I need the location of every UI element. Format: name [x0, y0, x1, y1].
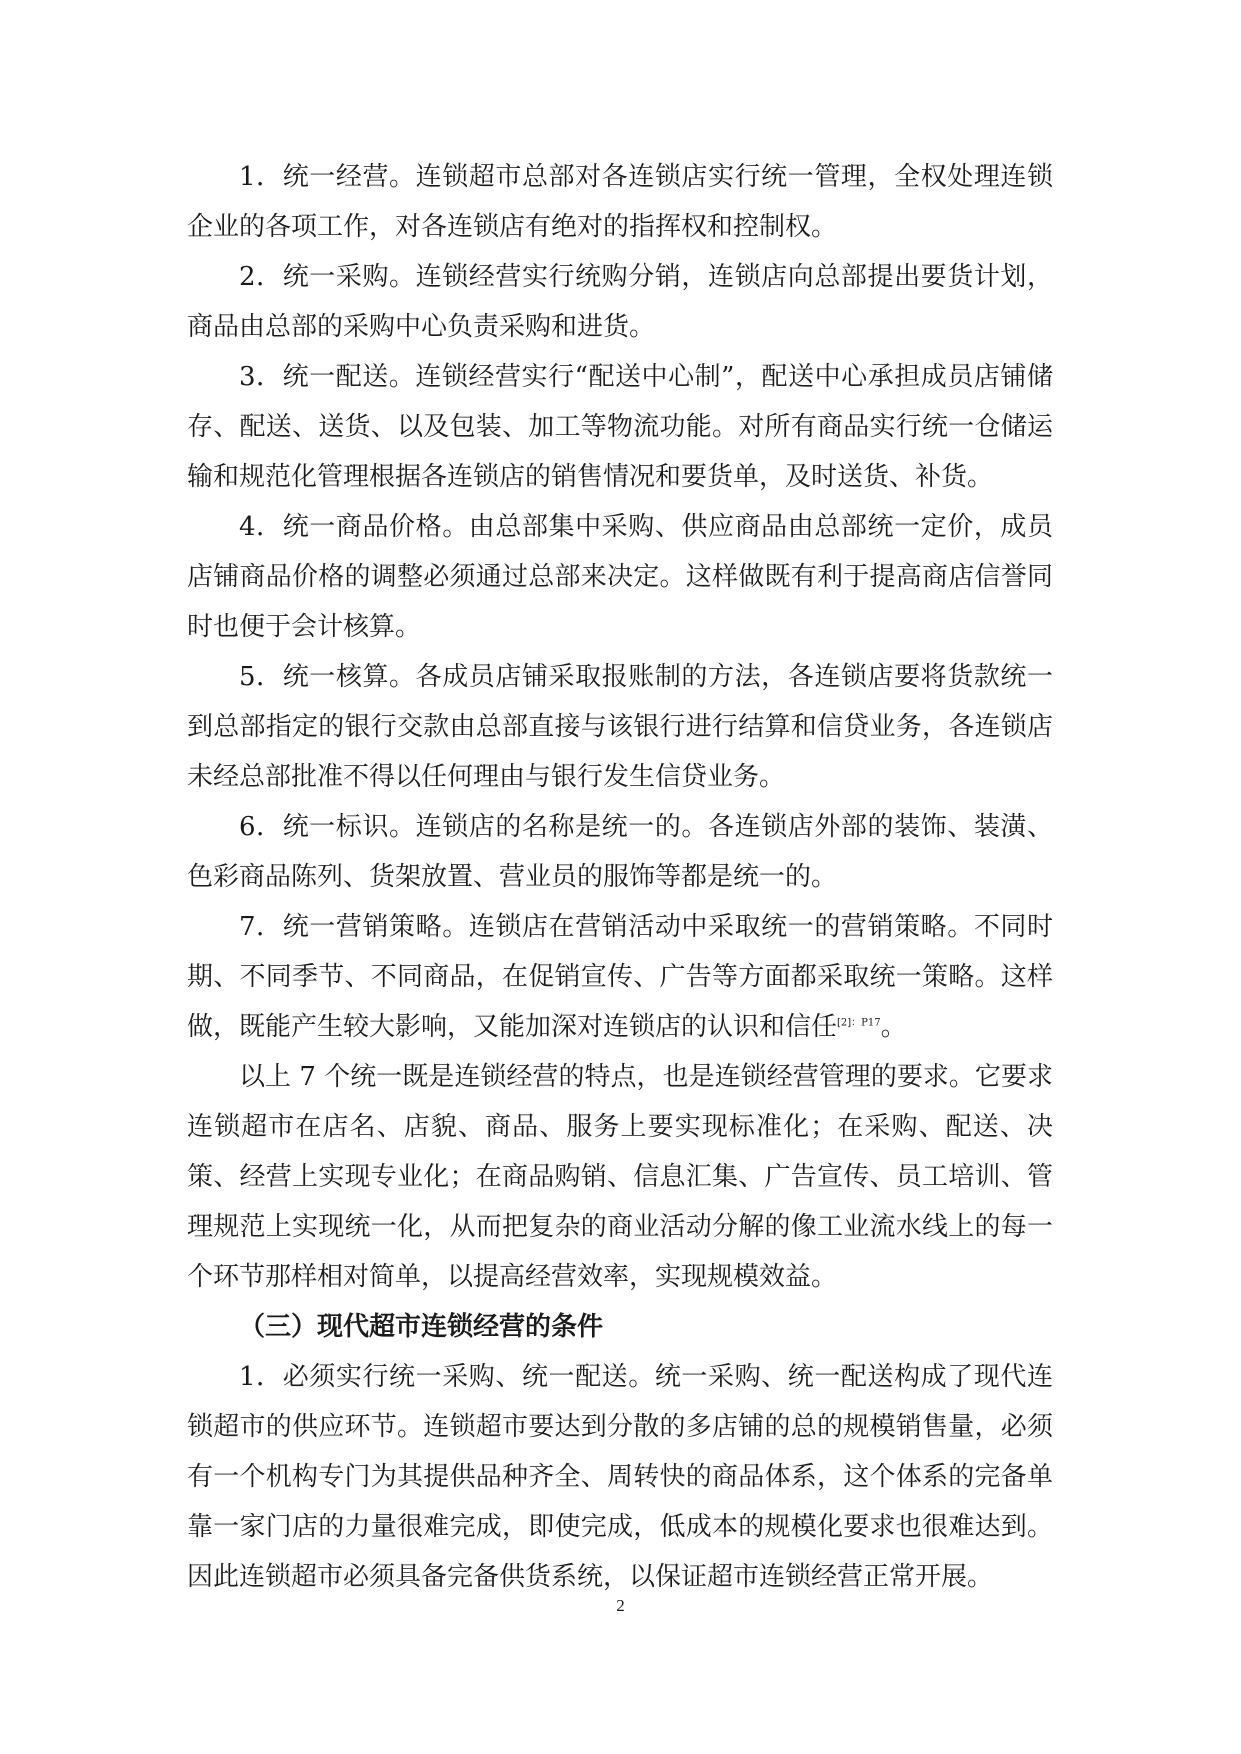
paragraph-unified-distribution: 3．统一配送。连锁经营实行“配送中心制”，配送中心承担成员店铺储存、配送、送货、以及包装、加工等物流功能。对所有商品实行统一仓储运输和规范化管理根据各连锁店的销售情况和要货单，及时送货、补货。	[187, 362, 1053, 492]
paragraph-unified-marketing-text: 7．统一营销策略。连锁店在营销活动中采取统一的营销策略。不同时期、不同季节、不同商品，在促销宣传、广告等方面都采取统一策略。这样做，既能产生较大影响，又能加深对连锁店的认识和信任	[187, 912, 1053, 1042]
citation-marker: [2]：P17	[837, 1017, 881, 1029]
paragraph-unified-purchasing: 2．统一采购。连锁经营实行统购分销，连锁店向总部提出要货计划，商品由总部的采购中心负责采购和进货。	[187, 262, 1053, 342]
page-number: 2	[616, 1596, 625, 1615]
paragraph-summary: 以上 7 个统一既是连锁经营的特点，也是连锁经营管理的要求。它要求连锁超市在店名、店貌、商品、服务上要实现标准化；在采购、配送、决策、经营上实现专业化；在商品购销、信息汇集、广告宣传、员工培训、管理规范上实现统一化，从而把复杂的商业活动分解的像工业流水线上的每一个环节那样相对简单，以提高经营效率，实现规模效益。	[187, 1062, 1053, 1292]
section-heading: （三）现代超市连锁经营的条件	[239, 1312, 604, 1342]
paragraph-unified-identity: 6．统一标识。连锁店的名称是统一的。各连锁店外部的装饰、装潢、色彩商品陈列、货架放置、营业员的服饰等都是统一的。	[187, 812, 1053, 892]
paragraph-end-mark: 。	[880, 1012, 907, 1042]
document-body	[187, 152, 1053, 1602]
paragraph-unified-pricing: 4．统一商品价格。由总部集中采购、供应商品由总部统一定价，成员店铺商品价格的调整必须通过总部来决定。这样做既有利于提高商店信誉同时也便于会计核算。	[187, 512, 1053, 642]
paragraph-condition-1: 1．必须实行统一采购、统一配送。统一采购、统一配送构成了现代连锁超市的供应环节。连锁超市要达到分散的多店铺的总的规模销售量，必须有一个机构专门为其提供品种齐全、周转快的商品体系，这个体系的完备单靠一家门店的力量很难完成，即使完成，低成本的规模化要求也很难达到。因此连锁超市必须具备完备供货系统，以保证超市连锁经营正常开展。	[187, 1362, 1053, 1592]
paragraph-unified-accounting: 5．统一核算。各成员店铺采取报账制的方法，各连锁店要将货款统一到总部指定的银行交款由总部直接与该银行进行结算和信贷业务，各连锁店未经总部批准不得以任何理由与银行发生信贷业务。	[187, 662, 1053, 792]
paragraph-unified-marketing	[187, 902, 1053, 1052]
paragraph-unified-operation: 1．统一经营。连锁超市总部对各连锁店实行统一管理，全权处理连锁企业的各项工作，对各连锁店有绝对的指挥权和控制权。	[187, 162, 1053, 242]
